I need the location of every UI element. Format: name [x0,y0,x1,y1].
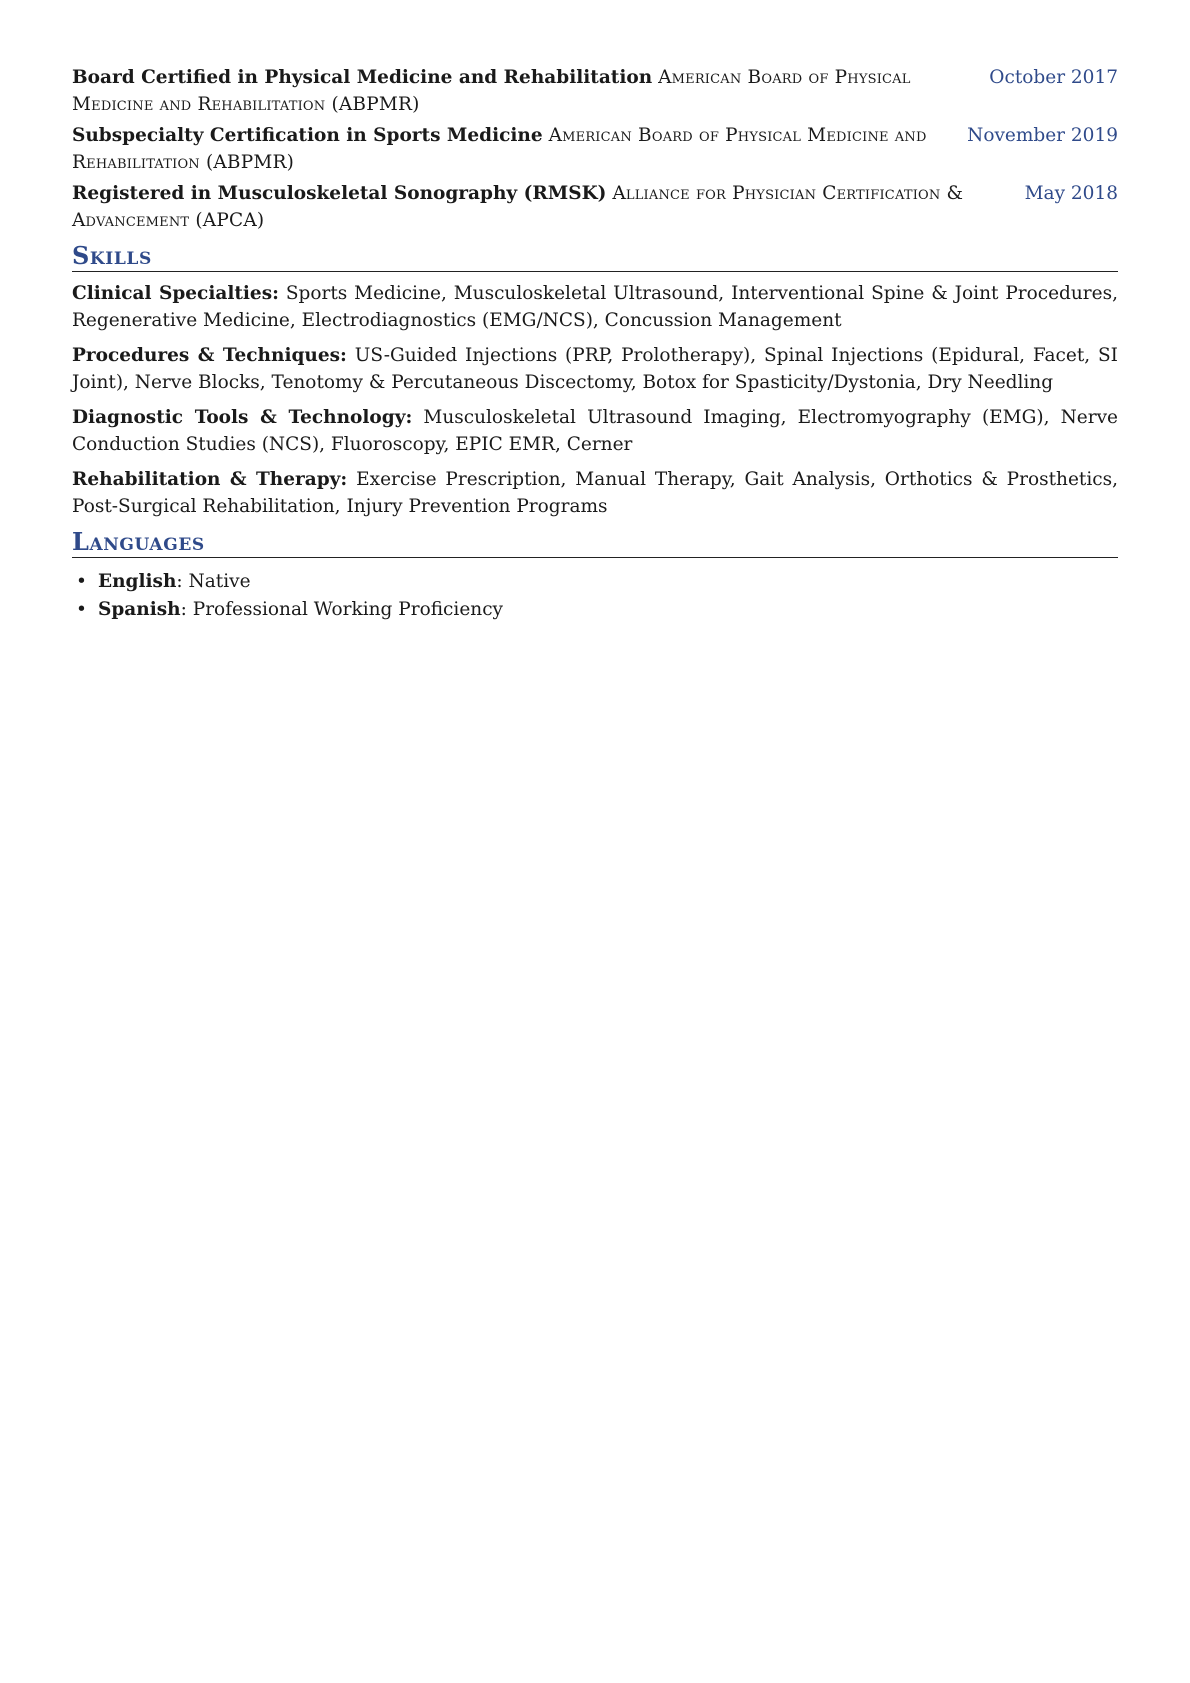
language-level: Native [188,571,251,592]
certification-org: Alliance for Physician Certification & [612,183,964,204]
language-name: Spanish [98,599,181,620]
skill-category-label: Clinical Specialties: [72,283,279,304]
skill-category [72,342,1118,396]
certification-title: Board Certified in Physical Medicine and Rehabilitation [72,67,653,88]
skill-category-text: Musculoskeletal Ultrasound Imaging, Electromyography (EMG), Nerve Conduction Studies (NCS), Fluoroscopy, EPIC EMR, Cerner [72,407,1118,455]
certification-org: American Board of Physical [658,67,911,88]
languages-heading: Languages [72,528,1118,558]
skill-category-text: US-Guided Injections (PRP, Prolotherapy), Spinal Injections (Epidural, Facet, SI Joint), Nerve Blocks, Tenotomy & Percutaneous Discectomy, Botox for Spasticity/Dystonia, Dry Needling [72,345,1118,393]
skill-category-text: Sports Medicine, Musculoskeletal Ultrasound, Interventional Spine & Joint Procedures, Regenerative Medicine, Electrodiagnostics (EMG/NCS), Concussion Management [72,283,1118,331]
language-level: Professional Working Proficiency [192,599,504,620]
skill-category-text: Exercise Prescription, Manual Therapy, Gait Analysis, Orthotics & Prosthetics, Post-Surgical Rehabilitation, Injury Prevention Programs [72,469,1118,517]
certification-title: Subspecialty Certification in Sports Medicine [72,125,543,146]
languages-list [72,568,1118,624]
list-item: • Spanish: Professional Working Proficiency [72,596,1118,624]
bullet-icon: • [76,571,87,592]
bullet-icon: • [76,599,87,620]
skill-category [72,404,1118,458]
certification-org-continued: Rehabilitation (ABPMR) [72,152,295,173]
certification-entry [72,64,1118,118]
certification-org-continued: Advancement (APCA) [72,210,265,231]
language-name: English [98,571,177,592]
certification-entry [72,180,1118,234]
skill-category-label: Diagnostic Tools & Technology: [72,407,413,428]
certification-date: October 2017 [989,67,1118,88]
resume-page [72,64,1118,624]
certification-org: American Board of Physical Medicine and [548,125,927,146]
certification-org-continued: Medicine and Rehabilitation (ABPMR) [72,94,420,115]
certification-title: Registered in Musculoskeletal Sonography (RMSK) [72,183,607,204]
certification-date: May 2018 [1024,183,1118,204]
skill-category-label: Rehabilitation & Therapy: [72,469,348,490]
certification-entry [72,122,1118,176]
skills-heading: Skills [72,242,1118,272]
list-item: • English: Native [72,568,1118,596]
skill-category [72,280,1118,334]
skill-category [72,466,1118,520]
skill-category-label: Procedures & Techniques: [72,345,347,366]
certification-date: November 2019 [967,125,1118,146]
